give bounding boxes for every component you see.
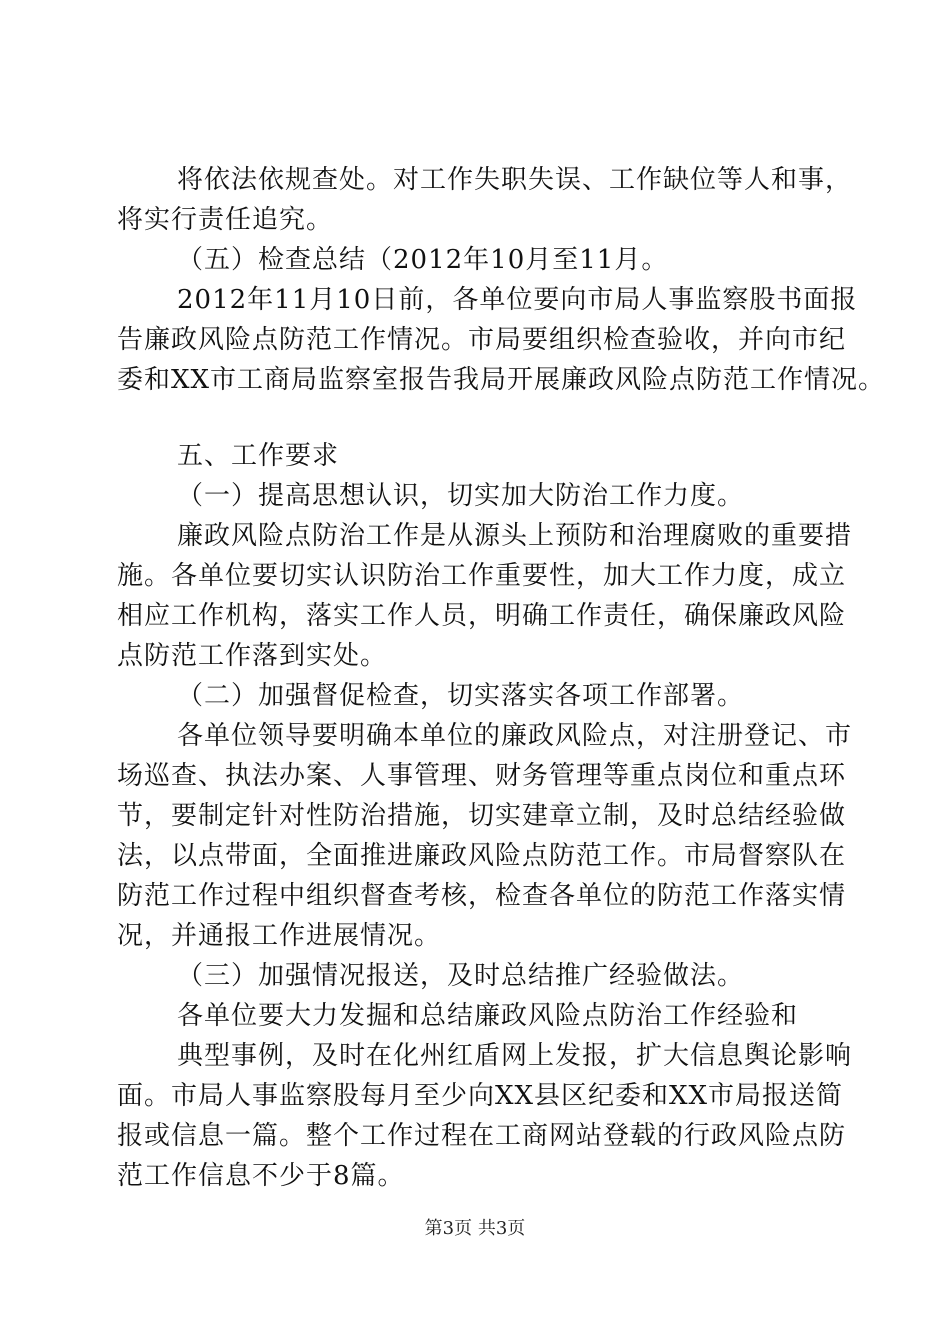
section-heading: （五）检查总结（2012年10月至11月。 [177,245,669,275]
paragraph-line: 范工作信息不少于8篇。 [117,1161,405,1191]
paragraph-line: 相应工作机构，落实工作人员，明确工作责任，确保廉政风险 [117,601,847,631]
subsection-heading: （一）提高思想认识，切实加大防治工作力度。 [177,481,745,511]
paragraph-line: 典型事例，及时在化州红盾网上发报，扩大信息舆论影响 [177,1041,853,1071]
paragraph-line: 场巡查、执法办案、人事管理、财务管理等重点岗位和重点环 [117,761,847,791]
paragraph-line: 告廉政风险点防范工作情况。市局要组织检查验收，并向市纪 [117,325,847,355]
paragraph-line: 2012年11月10日前，各单位要向市局人事监察股书面报 [177,285,858,315]
page-number: 第3页 共3页 [424,1218,526,1239]
paragraph-line: 防范工作过程中组织督查考核，检查各单位的防范工作落实情 [117,881,847,911]
paragraph-line: 廉政风险点防治工作是从源头上预防和治理腐败的重要措 [177,521,853,551]
paragraph-gap [117,400,837,436]
paragraph-line: 点防范工作落到实处。 [117,641,388,671]
paragraph-line: 报或信息一篇。整个工作过程在工商网站登载的行政风险点防 [117,1121,847,1151]
paragraph-line: 将实行责任追究。 [117,205,334,235]
paragraph-line: 将依法依规查处。对工作失职失误、工作缺位等人和事， [177,165,853,195]
paragraph-line: 委和XX市工商局监察室报告我局开展廉政风险点防范工作情况。 [117,365,886,395]
paragraph-line: 面。市局人事监察股每月至少向XX县区纪委和XX市局报送简 [117,1081,844,1111]
paragraph-line: 各单位领导要明确本单位的廉政风险点，对注册登记、市 [177,721,853,751]
paragraph-line: 况，并通报工作进展情况。 [117,921,442,951]
section-heading: 五、工作要求 [177,441,340,471]
subsection-heading: （二）加强督促检查，切实落实各项工作部署。 [177,681,745,711]
page-footer [0,1214,950,1240]
document-body [117,160,886,1196]
paragraph-line: 节，要制定针对性防治措施，切实建章立制，及时总结经验做 [117,801,847,831]
paragraph-line: 法，以点带面，全面推进廉政风险点防范工作。市局督察队在 [117,841,847,871]
paragraph-line: 施。各单位要切实认识防治工作重要性，加大工作力度，成立 [117,561,847,591]
subsection-heading: （三）加强情况报送，及时总结推广经验做法。 [177,961,745,991]
paragraph-line: 各单位要大力发掘和总结廉政风险点防治工作经验和 [177,1001,799,1031]
